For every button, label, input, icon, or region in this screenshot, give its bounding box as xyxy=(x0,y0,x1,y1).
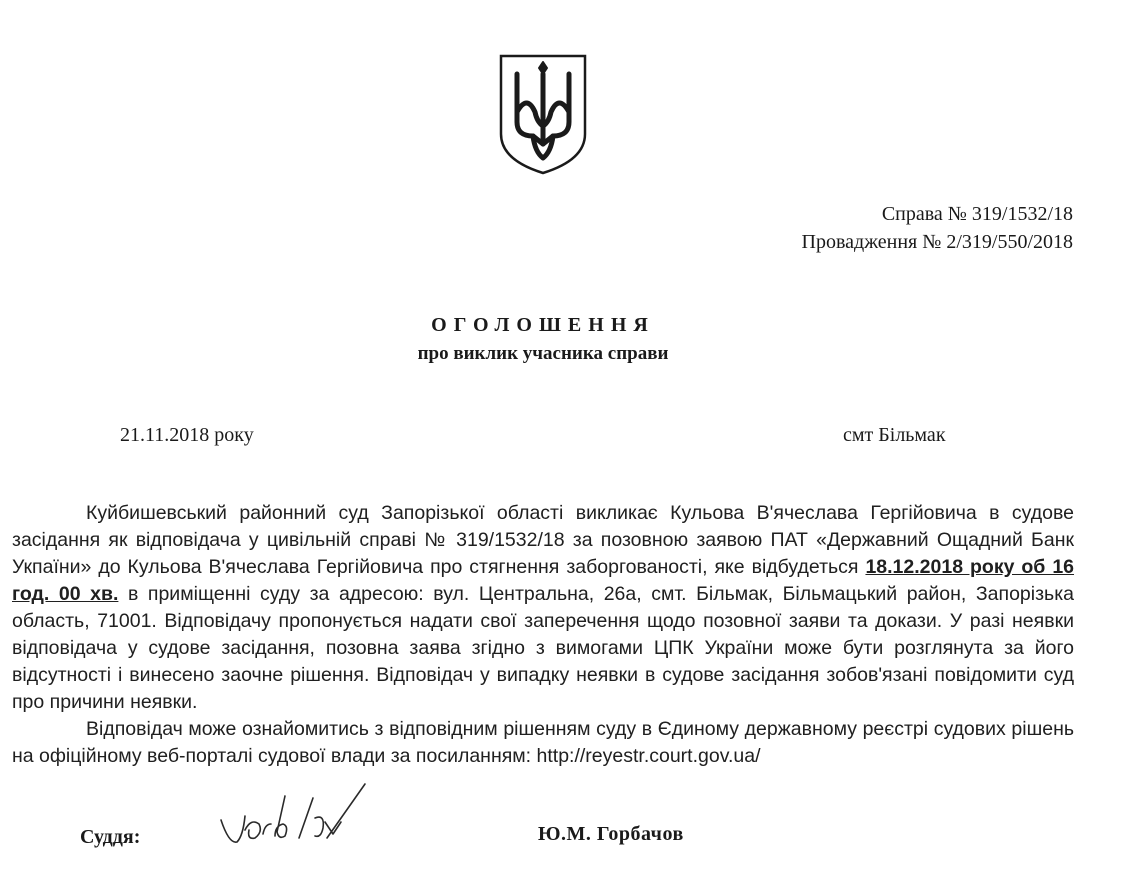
announcement-body xyxy=(12,500,1074,770)
judge-name: Ю.М. Горбачов xyxy=(538,823,684,845)
case-number: Справа № 319/1532/18 xyxy=(881,203,1073,225)
paragraph-summons-end: в приміщенні суду за адресою: вул. Центральна, 26а, смт. Більмак, Більмацький район, Запорізька область, 71001. Відповідачу пропонується надати свої заперечення щодо позовної заяви та докази. У разі неявки відповідача у судове засідання, позовна заява згідно з вимогами ЦПК України може бути розглянута за його відсутності і винесено заочне рішення. Відповідач у випадку неявки в судове засідання зобов'язані повідомити суд про причини неявки. xyxy=(12,583,1074,713)
document-subtitle: про виклик учасника справи xyxy=(417,343,669,364)
proceeding-number: Провадження № 2/319/550/2018 xyxy=(801,231,1073,253)
trident-emblem-icon xyxy=(497,52,589,176)
document-place: смт Більмак xyxy=(843,424,946,446)
document-title: ОГОЛОШЕННЯ xyxy=(431,314,655,336)
paragraph-registry: Відповідач може ознайомитись з відповідним рішенням суду в Єдиному державному реєстрі судових рішень на офіційному веб-порталі судової влади за посиланням: http://reyestr.court.gov.ua/ xyxy=(12,718,1074,767)
paragraph-summons-start: Куйбишевський районний суд Запорізької області викликає Кульова В'ячеслава Гергійовича в судове засідання як відповідача у цивільній справі № 319/1532/18 за позовною заявою ПАТ «Державний Ощадний Банк Укпаїни» до Кульова В'ячеслава Гергійовича про стягнення заборгованості, яке відбудеться xyxy=(12,502,1074,578)
hearing-datetime: 18.12.2018 року об 16 год. 00 хв. xyxy=(12,556,1075,605)
judge-label: Суддя: xyxy=(80,826,141,848)
handwritten-signature xyxy=(215,778,385,858)
document-date: 21.11.2018 року xyxy=(120,424,254,446)
paragraph-summons xyxy=(12,500,1074,716)
